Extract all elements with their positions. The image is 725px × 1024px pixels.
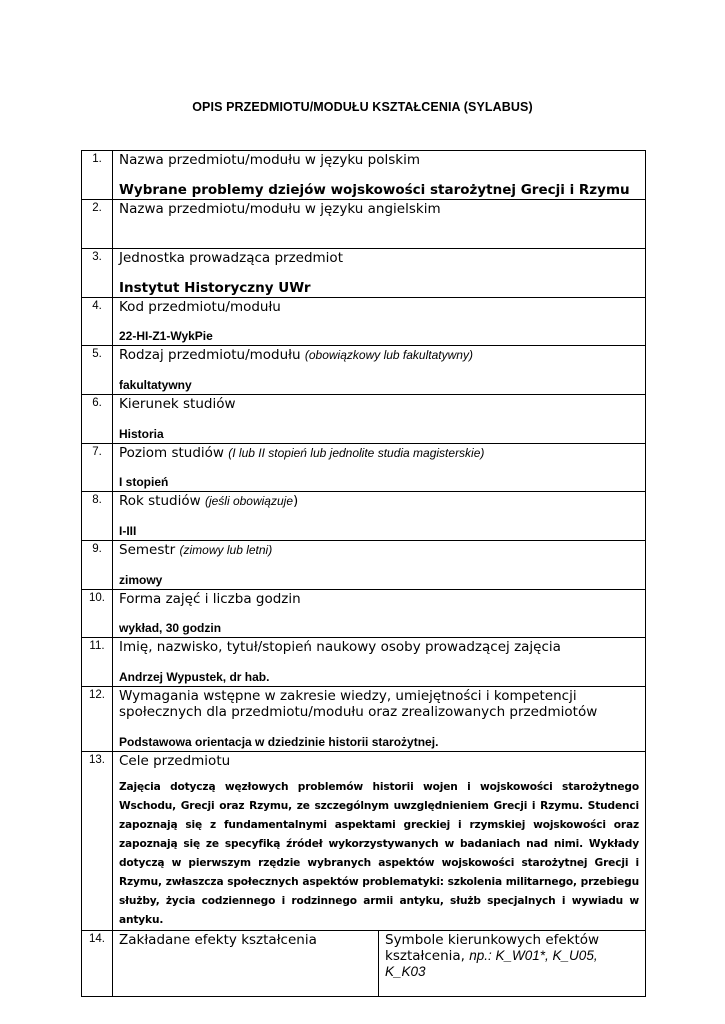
row-label: Nazwa przedmiotu/modułu w języku angielskim xyxy=(119,201,441,217)
table-row xyxy=(82,444,646,492)
row-value: I stopień xyxy=(119,475,169,489)
table-row xyxy=(82,346,646,395)
row-content xyxy=(113,931,379,997)
symbols-label-text: Symbole kierunkowych efektów kształcenia, xyxy=(385,932,600,964)
row-hint: (jeśli obowiązuje xyxy=(204,494,293,508)
row-content xyxy=(113,752,646,931)
row-label-text: Rok studiów xyxy=(119,493,201,509)
table-row xyxy=(82,200,646,249)
symbols-hint: np.: K_W01*, K_U05, K_K03 xyxy=(385,948,598,979)
row-number: 7. xyxy=(82,444,113,492)
document-title: OPIS PRZEDMIOTU/MODUŁU KSZTAŁCENIA (SYLABUS) xyxy=(192,100,533,114)
symbols-cell xyxy=(379,931,646,997)
row-value: zimowy xyxy=(119,573,163,587)
row-label: Imię, nazwisko, tytuł/stopień naukowy osoby prowadzącej zajęcia xyxy=(119,639,561,655)
row-number: 1. xyxy=(82,151,113,200)
row-label xyxy=(119,541,639,558)
table-row xyxy=(82,931,646,997)
row-value: Instytut Historyczny UWr xyxy=(119,280,311,296)
row-label-text: Semestr xyxy=(119,542,176,558)
row-number: 5. xyxy=(82,346,113,395)
row-content xyxy=(113,590,646,638)
table-row xyxy=(82,638,646,687)
row-label: Wymagania wstępne w zakresie wiedzy, umiejętności i kompetencji społecznych dla przedmiotu/modułu oraz zrealizowanych przedmiotów xyxy=(119,688,598,720)
row-label xyxy=(119,444,639,461)
table-row xyxy=(82,687,646,752)
table-row xyxy=(82,298,646,346)
row-number: 4. xyxy=(82,298,113,346)
row-label-text: Poziom studiów xyxy=(119,445,224,461)
row-number: 14. xyxy=(82,931,113,997)
row-hint: (zimowy lub letni) xyxy=(179,543,273,557)
row-content xyxy=(113,541,646,590)
row-number: 3. xyxy=(82,249,113,298)
row-number: 6. xyxy=(82,395,113,444)
row-label: Nazwa przedmiotu/modułu w języku polskim xyxy=(119,152,420,168)
row-label: Zakładane efekty kształcenia xyxy=(119,932,317,948)
row-label: Kierunek studiów xyxy=(119,396,236,412)
row-content xyxy=(113,249,646,298)
row-number: 9. xyxy=(82,541,113,590)
row-number: 13. xyxy=(82,752,113,931)
table-row xyxy=(82,492,646,541)
row-value: Podstawowa orientacja w dziedzinie historii starożytnej. xyxy=(119,735,439,749)
table-row xyxy=(82,249,646,298)
row-content xyxy=(113,395,646,444)
row-label: Cele przedmiotu xyxy=(119,753,231,769)
table-row xyxy=(82,752,646,931)
row-content xyxy=(113,200,646,249)
row-label xyxy=(119,346,639,363)
row-label: Forma zajęć i liczba godzin xyxy=(119,591,301,607)
row-content xyxy=(113,298,646,346)
table-row xyxy=(82,395,646,444)
row-content xyxy=(113,444,646,492)
row-number: 8. xyxy=(82,492,113,541)
row-hint: (obowiązkowy lub fakultatywny) xyxy=(304,348,473,362)
row-content xyxy=(113,151,646,200)
row-value: Wybrane problemy dziejów wojskowości starożytnej Grecji i Rzymu xyxy=(119,182,630,198)
row-value: Historia xyxy=(119,427,164,441)
row-label-text: Rodzaj przedmiotu/modułu xyxy=(119,347,301,363)
table-row xyxy=(82,151,646,200)
course-goals-text: Zajęcia dotyczą węzłowych problemów historii wojen i wojskowości starożytnego Wschodu, Grecji oraz Rzymu, ze szczególnym uwzględnieniem Grecji i Rzymu. Studenci zapoznają się z fundamentalnymi aspektami greckiej i rzymskiej wojskowości oraz zapoznają się ze specyfiką źródeł wykorzystywanych w badaniach nad nimi. Wykłady dotyczą w pierwszym rzędzie wybranych aspektów wojskowości starożytnej Grecji i Rzymu, zwłaszcza społecznych aspektów problematyki: szkolenia militarnego, przebiegu służby, życia codziennego i rodzinnego armii antyku, służb specjalnych i wywiadu w antyku. xyxy=(119,781,639,926)
row-number: 11. xyxy=(82,638,113,687)
row-label xyxy=(119,492,639,509)
row-content xyxy=(113,638,646,687)
row-value: I-III xyxy=(119,524,137,538)
symbols-label xyxy=(385,931,639,980)
row-content xyxy=(113,687,646,752)
row-label: Jednostka prowadząca przedmiot xyxy=(119,250,343,266)
syllabus-table xyxy=(81,150,646,997)
row-label-suffix: ) xyxy=(293,493,299,509)
row-value: 22-HI-Z1-WykPie xyxy=(119,329,213,343)
row-value: fakultatywny xyxy=(119,378,192,392)
row-number: 10. xyxy=(82,590,113,638)
row-hint: (I lub II stopień lub jednolite studia magisterskie) xyxy=(228,446,485,460)
row-label: Kod przedmiotu/modułu xyxy=(119,299,281,315)
row-content xyxy=(113,492,646,541)
row-value: wykład, 30 godzin xyxy=(119,621,222,635)
row-number: 2. xyxy=(82,200,113,249)
table-row xyxy=(82,590,646,638)
row-number: 12. xyxy=(82,687,113,752)
row-value: Andrzej Wypustek, dr hab. xyxy=(119,670,270,684)
table-row xyxy=(82,541,646,590)
row-content xyxy=(113,346,646,395)
